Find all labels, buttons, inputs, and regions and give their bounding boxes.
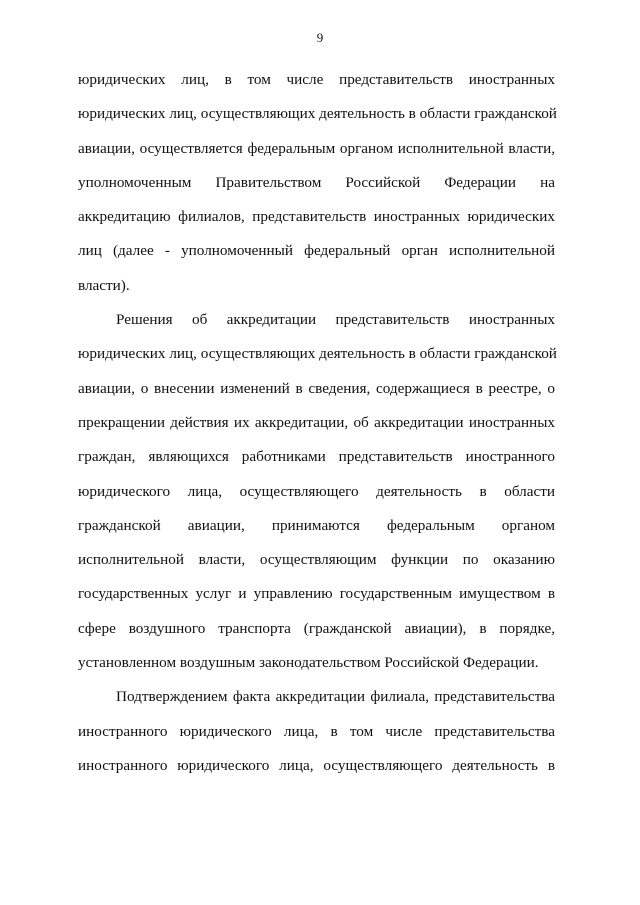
text-line: юридических лиц, осуществляющих деятельность в области гражданской — [78, 105, 557, 123]
text-line: авиации, о внесении изменений в сведения, содержащиеся в реестре, о — [78, 379, 555, 397]
text-line: юридических лиц, в том числе представительств иностранных — [78, 71, 555, 88]
document-body — [78, 63, 555, 783]
paragraph-3 — [78, 680, 555, 783]
text-line: юридического лица, осуществляющего деятельность в области — [78, 482, 555, 500]
text-line: граждан, являющихся работниками представительств иностранного — [78, 448, 555, 466]
text-line: исполнительной власти, осуществляющим функции по оказанию — [78, 551, 555, 569]
text-line: власти). — [78, 276, 130, 294]
text-line: государственных услуг и управлению государственным имуществом в — [78, 585, 555, 603]
text-line: Решения об аккредитации представительств иностранных — [116, 311, 555, 329]
paragraph-2 — [78, 303, 555, 680]
text-line: аккредитацию филиалов, представительств иностранных юридических — [78, 208, 555, 226]
text-line: гражданской авиации, принимаются федеральным органом — [78, 516, 555, 534]
text-line: Подтверждением факта аккредитации филиала, представительства — [116, 688, 555, 706]
text-line: авиации, осуществляется федеральным органом исполнительной власти, — [78, 139, 555, 157]
text-line: прекращении действия их аккредитации, об аккредитации иностранных — [78, 413, 555, 431]
paragraph-1 — [78, 63, 555, 303]
text-line: уполномоченным Правительством Российской Федерации на — [78, 173, 555, 191]
text-line: сфере воздушного транспорта (гражданской авиации), в порядке, — [78, 619, 555, 637]
text-line: иностранного юридического лица, в том числе представительства — [78, 722, 555, 740]
text-line: установленном воздушным законодательством Российской Федерации. — [78, 654, 539, 672]
text-line: лиц (далее - уполномоченный федеральный орган исполнительной — [78, 242, 555, 260]
text-line: юридических лиц, осуществляющих деятельность в области гражданской — [78, 345, 557, 363]
text-line: иностранного юридического лица, осуществляющего деятельность в — [78, 756, 555, 774]
page-number: 9 — [316, 30, 324, 45]
